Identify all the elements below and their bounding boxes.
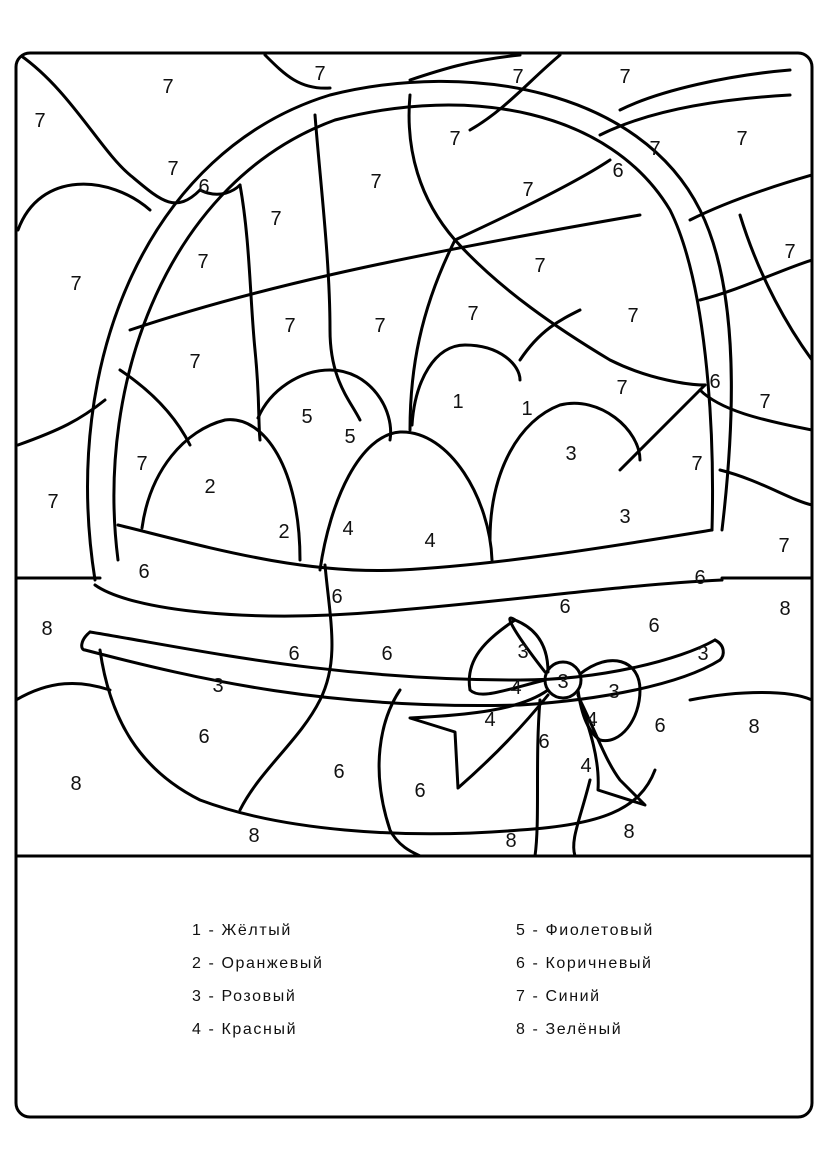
region-number: 7 [47,491,59,513]
page-frame [16,53,812,1117]
region-number: 6 [288,643,300,665]
region-number: 3 [697,643,709,665]
region-number: 6 [414,780,426,802]
region-number: 6 [612,160,624,182]
legend-item: 7 - Синий [516,988,601,1005]
region-number: 6 [559,596,571,618]
region-number: 7 [162,76,174,98]
region-number: 6 [331,586,343,608]
region-number: 2 [204,476,216,498]
region-number: 7 [370,171,382,193]
region-number: 8 [623,821,635,843]
color-legend-right [516,922,654,1054]
region-number: 3 [212,675,224,697]
region-number: 3 [608,681,620,703]
legend-item: 6 - Коричневый [516,955,653,972]
region-number: 7 [522,179,534,201]
region-number: 7 [449,128,461,150]
region-number: 7 [736,128,748,150]
region-number: 7 [534,255,546,277]
region-number: 1 [452,391,464,413]
region-number: 8 [748,716,760,738]
region-number: 7 [649,138,661,160]
region-number: 8 [248,825,260,847]
region-number: 7 [691,453,703,475]
region-number: 4 [586,709,598,731]
region-number: 6 [538,731,550,753]
region-number: 7 [627,305,639,327]
region-number: 1 [521,398,533,420]
legend-item: 5 - Фиолетовый [516,922,654,939]
region-number: 7 [314,63,326,85]
region-number: 6 [648,615,660,637]
region-number: 4 [342,518,354,540]
region-number: 7 [467,303,479,325]
legend-item: 3 - Розовый [192,988,297,1005]
region-number: 6 [198,726,210,748]
region-number: 7 [616,377,628,399]
region-number: 6 [694,567,706,589]
region-number: 8 [70,773,82,795]
region-number: 6 [333,761,345,783]
region-number: 7 [778,535,790,557]
region-number: 3 [565,443,577,465]
region-number: 3 [557,671,569,693]
region-number: 4 [424,530,436,552]
region-number: 8 [779,598,791,620]
region-number: 3 [517,641,529,663]
region-number: 8 [505,830,517,852]
legend-item: 1 - Жёлтый [192,922,292,939]
region-number: 5 [344,426,356,448]
region-number: 7 [197,251,209,273]
region-number: 4 [484,709,496,731]
region-number: 7 [167,158,179,180]
region-number: 7 [619,66,631,88]
region-number: 7 [34,110,46,132]
legend-item: 2 - Оранжевый [192,955,324,972]
region-number: 7 [374,315,386,337]
region-number: 6 [381,643,393,665]
region-number: 6 [654,715,666,737]
region-number: 7 [270,208,282,230]
region-number: 8 [41,618,53,640]
region-number: 4 [580,755,592,777]
region-number: 7 [189,351,201,373]
region-number: 6 [138,561,150,583]
region-number: 7 [512,66,524,88]
region-number: 7 [784,241,796,263]
region-number: 7 [70,273,82,295]
region-number: 7 [284,315,296,337]
region-number: 5 [301,406,313,428]
legend-item: 4 - Красный [192,1021,298,1038]
region-number: 7 [136,453,148,475]
region-number: 3 [619,506,631,528]
region-number: 6 [198,176,210,198]
legend-item: 8 - Зелёный [516,1021,623,1038]
region-number: 6 [709,371,721,393]
region-number: 7 [759,391,771,413]
color-legend-left [192,922,324,1054]
region-number: 2 [278,521,290,543]
region-number: 4 [510,677,522,699]
